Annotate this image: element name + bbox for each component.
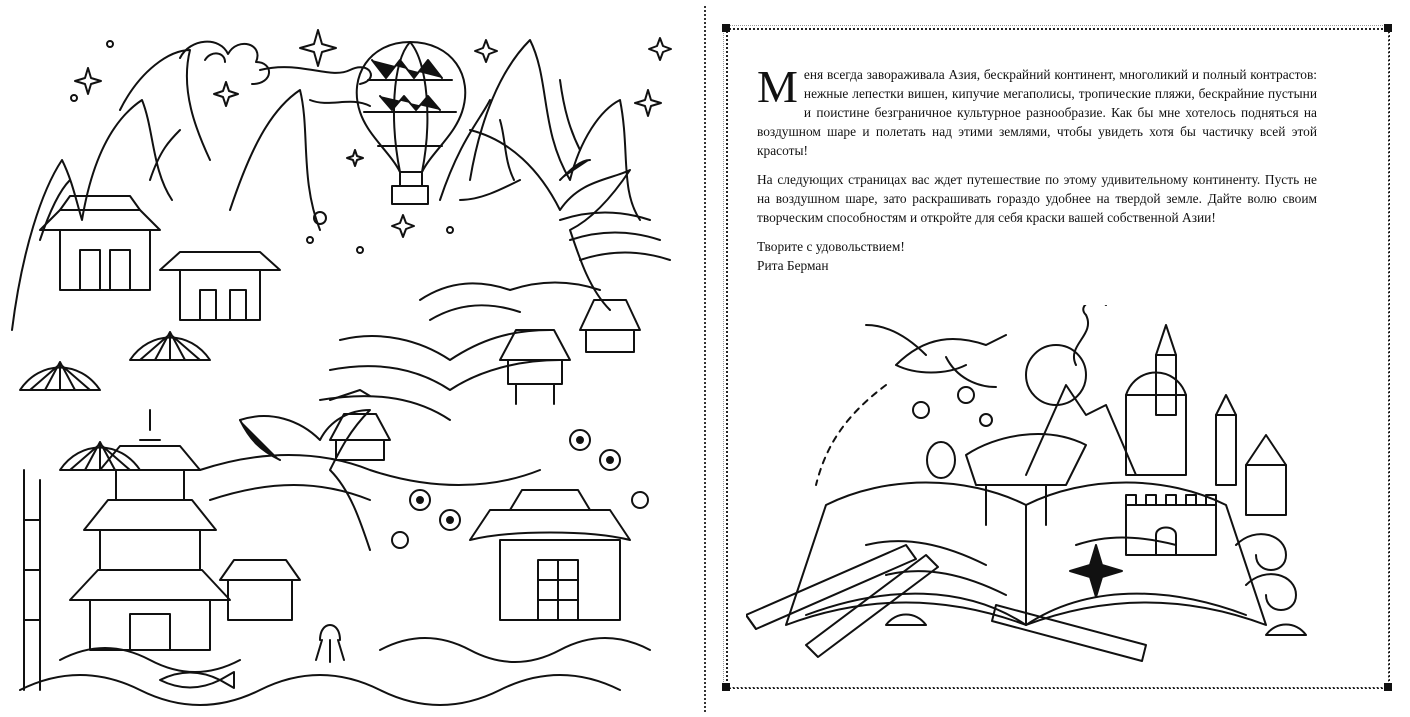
- volcano-mountain: [1026, 385, 1136, 475]
- castle-towers: [1126, 325, 1286, 515]
- pagoda-roof: [966, 434, 1086, 485]
- open-book: [786, 483, 1266, 626]
- pagoda-building: [40, 196, 280, 320]
- compass-rose-icon: [1070, 545, 1122, 597]
- signature-block: [757, 237, 1317, 275]
- flight-path: [816, 385, 886, 485]
- frame-corner: [1384, 683, 1392, 691]
- intro-paragraph-1: [757, 61, 1317, 160]
- drop-cap: М: [757, 61, 798, 112]
- open-book-illustration: [746, 305, 1346, 675]
- decorative-swirls: [1236, 534, 1296, 610]
- bamboo-stalks: [24, 470, 40, 690]
- crane-bird-icon: [866, 325, 1006, 387]
- intro-text: [757, 61, 1317, 275]
- cloud-swirls: [180, 42, 371, 106]
- lantern-icon: [927, 442, 955, 478]
- sparkle-stars: [71, 30, 671, 253]
- hot-air-balloon: [357, 42, 466, 204]
- frame-corner: [722, 24, 730, 32]
- asia-landscape-illustration: [0, 0, 703, 717]
- right-page-intro: [706, 0, 1410, 717]
- frame-corner: [1384, 24, 1392, 32]
- sun-icon: [1026, 345, 1086, 405]
- temple-gate: [470, 490, 630, 620]
- paragraph-1-text: еня всегда завораживала Азия, бескрайний континент, многоликий и полный контрастов: нежные лепестки вишен, кипучие мегаполисы, тропические пляжи, бескрайние пустыни и поистине безграничное культурное разнообразие. Как бы мне хотелось подняться на воздушном шаре и полетать над этими землями, чтобы увидеть хотя бы частичку всей этой красоты!: [757, 67, 1317, 158]
- frame-corner: [722, 683, 730, 691]
- left-page-illustration: [0, 0, 703, 717]
- ocean-waves: [20, 625, 650, 705]
- blossom-flowers: [392, 430, 648, 548]
- closing-line: Творите с удовольствием!: [757, 239, 905, 254]
- cherry-blossom-icons: [913, 387, 992, 426]
- stilt-house: [330, 300, 640, 460]
- crane-birds: [240, 130, 630, 550]
- intro-paragraph-2: На следующих страницах вас ждет путешествие по этому удивительному континенту. Пусть не на воздушном шаре, зато раскрашивать гораздо удобнее на твердой земле. Дайте волю своим творческим способностям и откройте для себя краски вашей собственной Азии!: [757, 172, 1317, 225]
- author-name: Рита Берман: [757, 258, 829, 273]
- fortress-wall: [1126, 495, 1216, 555]
